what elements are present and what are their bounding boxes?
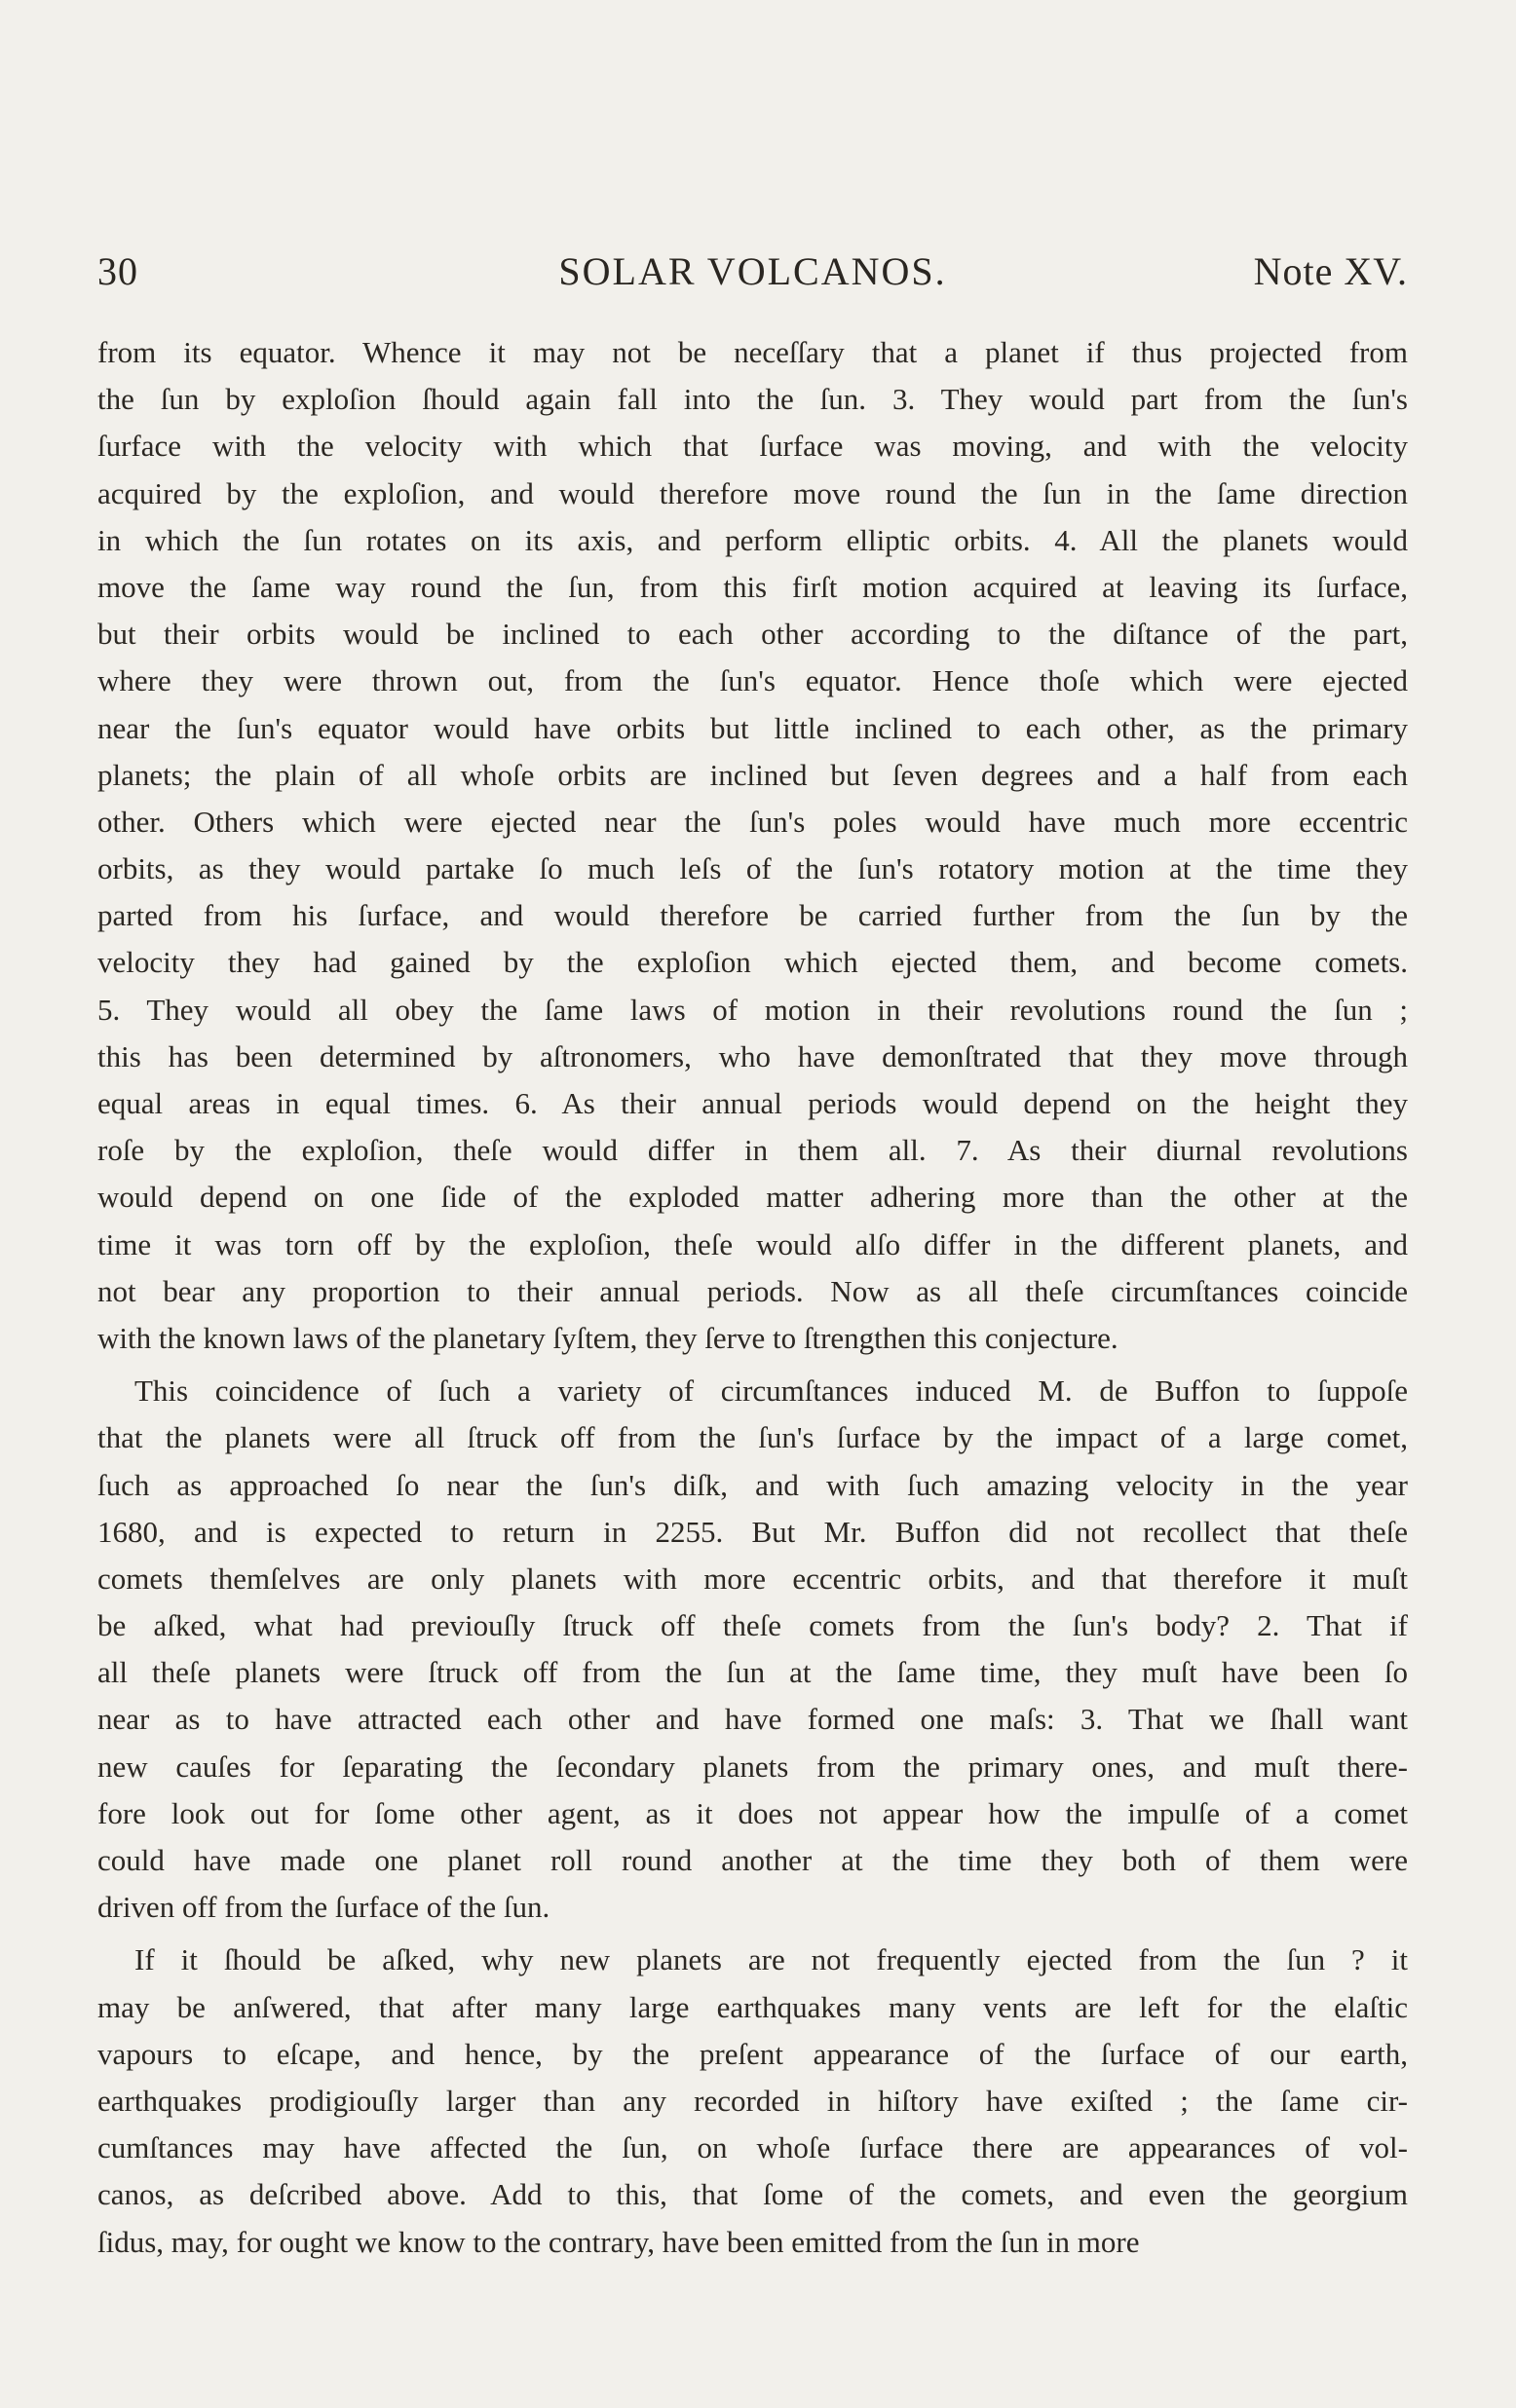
text-line: ſidus, may, for ought we know to the contrary, have been emitted from the ſun in more bbox=[97, 2224, 1140, 2259]
text-line: not bear any proportion to their annual periods. Now as all theſe circumſtances coincide bbox=[97, 1273, 1408, 1308]
text-line: this has been determined by aſtronomers, who have demonſtrated that they move through bbox=[97, 1038, 1408, 1073]
text-line: could have made one planet roll round another at the time they both of them were bbox=[97, 1843, 1408, 1877]
text-line: vapours to eſcape, and hence, by the preſent appearance of the ſurface of our earth, bbox=[97, 2036, 1408, 2071]
text-line: earthquakes prodigiouſly larger than any recorded in hiſtory have exiſted ; the ſame cir- bbox=[97, 2083, 1408, 2118]
text-line: 1680, and is expected to return in 2255. But Mr. Buffon did not recollect that theſe bbox=[97, 1514, 1408, 1549]
text-line: time it was torn off by the exploſion, theſe would alſo differ in the different planets, and bbox=[97, 1226, 1408, 1261]
text-line: move the ſame way round the ſun, from this firſt motion acquired at leaving its ſurface, bbox=[97, 569, 1408, 604]
text-line: may be anſwered, that after many large earthquakes many vents are left for the elaſtic bbox=[97, 1989, 1408, 2024]
text-line: all theſe planets were ſtruck off from the ſun at the ſame time, they muſt have been ſo bbox=[97, 1655, 1408, 1690]
text-line: parted from his ſurface, and would therefore be carried further from the ſun by the bbox=[97, 898, 1408, 933]
text-line: ſuch as approached ſo near the ſun's diſk, and with ſuch amazing velocity in the year bbox=[97, 1467, 1408, 1502]
text-line: other. Others which were ejected near the ſun's poles would have much more eccentric bbox=[97, 804, 1408, 839]
text-line: cumſtances may have affected the ſun, on whoſe ſurface there are appearances of vol- bbox=[97, 2130, 1408, 2165]
page-number: 30 bbox=[97, 249, 138, 293]
text-line: from its equator. Whence it may not be neceſſary that a planet if thus projected from bbox=[97, 335, 1408, 369]
text-line: fore look out for ſome other agent, as it does not appear how the impulſe of a comet bbox=[97, 1795, 1408, 1830]
text-line: with the known laws of the planetary ſyſtem, they ſerve to ſtrengthen this conjecture. bbox=[97, 1320, 1118, 1355]
running-head bbox=[97, 248, 1408, 307]
text-line: where they were thrown out, from the ſun's equator. Hence thoſe which were ejected bbox=[97, 663, 1408, 698]
text-line: in which the ſun rotates on its axis, and perform elliptic orbits. 4. All the planets would bbox=[97, 522, 1408, 557]
text-line: velocity they had gained by the exploſion which ejected them, and become comets. bbox=[97, 945, 1408, 980]
paragraph bbox=[97, 329, 1408, 1362]
text-line: This coincidence of ſuch a variety of circumſtances induced M. de Buffon to ſuppoſe bbox=[134, 1373, 1408, 1409]
text-line: ſurface with the velocity with which that ſurface was moving, and with the velocity bbox=[97, 429, 1408, 464]
text-line: near the ſun's equator would have orbits but little inclined to each other, as the primary bbox=[97, 710, 1408, 745]
text-line: canos, as deſcribed above. Add to this, that ſome of the comets, and even the georgium bbox=[97, 2177, 1408, 2212]
text-line: driven off from the ſurface of the ſun. bbox=[97, 1890, 550, 1925]
text-line: comets themſelves are only planets with more eccentric orbits, and that therefore it muſt bbox=[97, 1561, 1408, 1596]
running-title: SOLAR VOLCANOS. bbox=[558, 249, 947, 293]
text-line: new cauſes for ſeparating the ſecondary planets from the primary ones, and muſt there- bbox=[97, 1749, 1408, 1784]
text-line: roſe by the exploſion, theſe would differ in them all. 7. As their diurnal revolutions bbox=[97, 1133, 1408, 1168]
text-line: the ſun by exploſion ſhould again fall into the ſun. 3. They would part from the ſun's bbox=[97, 382, 1408, 417]
text-line: near as to have attracted each other and have formed one maſs: 3. That we ſhall want bbox=[97, 1702, 1408, 1737]
note-label: Note XV. bbox=[1253, 249, 1408, 293]
paragraph bbox=[97, 1937, 1408, 2265]
text-line: would depend on one ſide of the exploded matter adhering more than the other at the bbox=[97, 1180, 1408, 1215]
text-line: acquired by the exploſion, and would therefore move round the ſun in the ſame direction bbox=[97, 475, 1408, 510]
text-line: be aſked, what had previouſly ſtruck off theſe comets from the ſun's body? 2. That if bbox=[97, 1608, 1408, 1643]
text-line: equal areas in equal times. 6. As their annual periods would depend on the height they bbox=[97, 1086, 1408, 1120]
text-line: 5. They would all obey the ſame laws of motion in their revolutions round the ſun ; bbox=[97, 992, 1408, 1027]
text-line: that the planets were all ſtruck off from the ſun's ſurface by the impact of a large comet, bbox=[97, 1420, 1408, 1455]
text-line: orbits, as they would partake ſo much leſs of the ſun's rotatory motion at the time they bbox=[97, 851, 1408, 886]
text-line: planets; the plain of all whoſe orbits are inclined but ſeven degrees and a half from each bbox=[97, 757, 1408, 792]
text-line: but their orbits would be inclined to each other according to the diſtance of the part, bbox=[97, 617, 1408, 652]
body-text bbox=[97, 329, 1408, 2266]
paragraph bbox=[97, 1368, 1408, 1931]
text-line: If it ſhould be aſked, why new planets are not frequently ejected from the ſun ? it bbox=[134, 1942, 1408, 1977]
